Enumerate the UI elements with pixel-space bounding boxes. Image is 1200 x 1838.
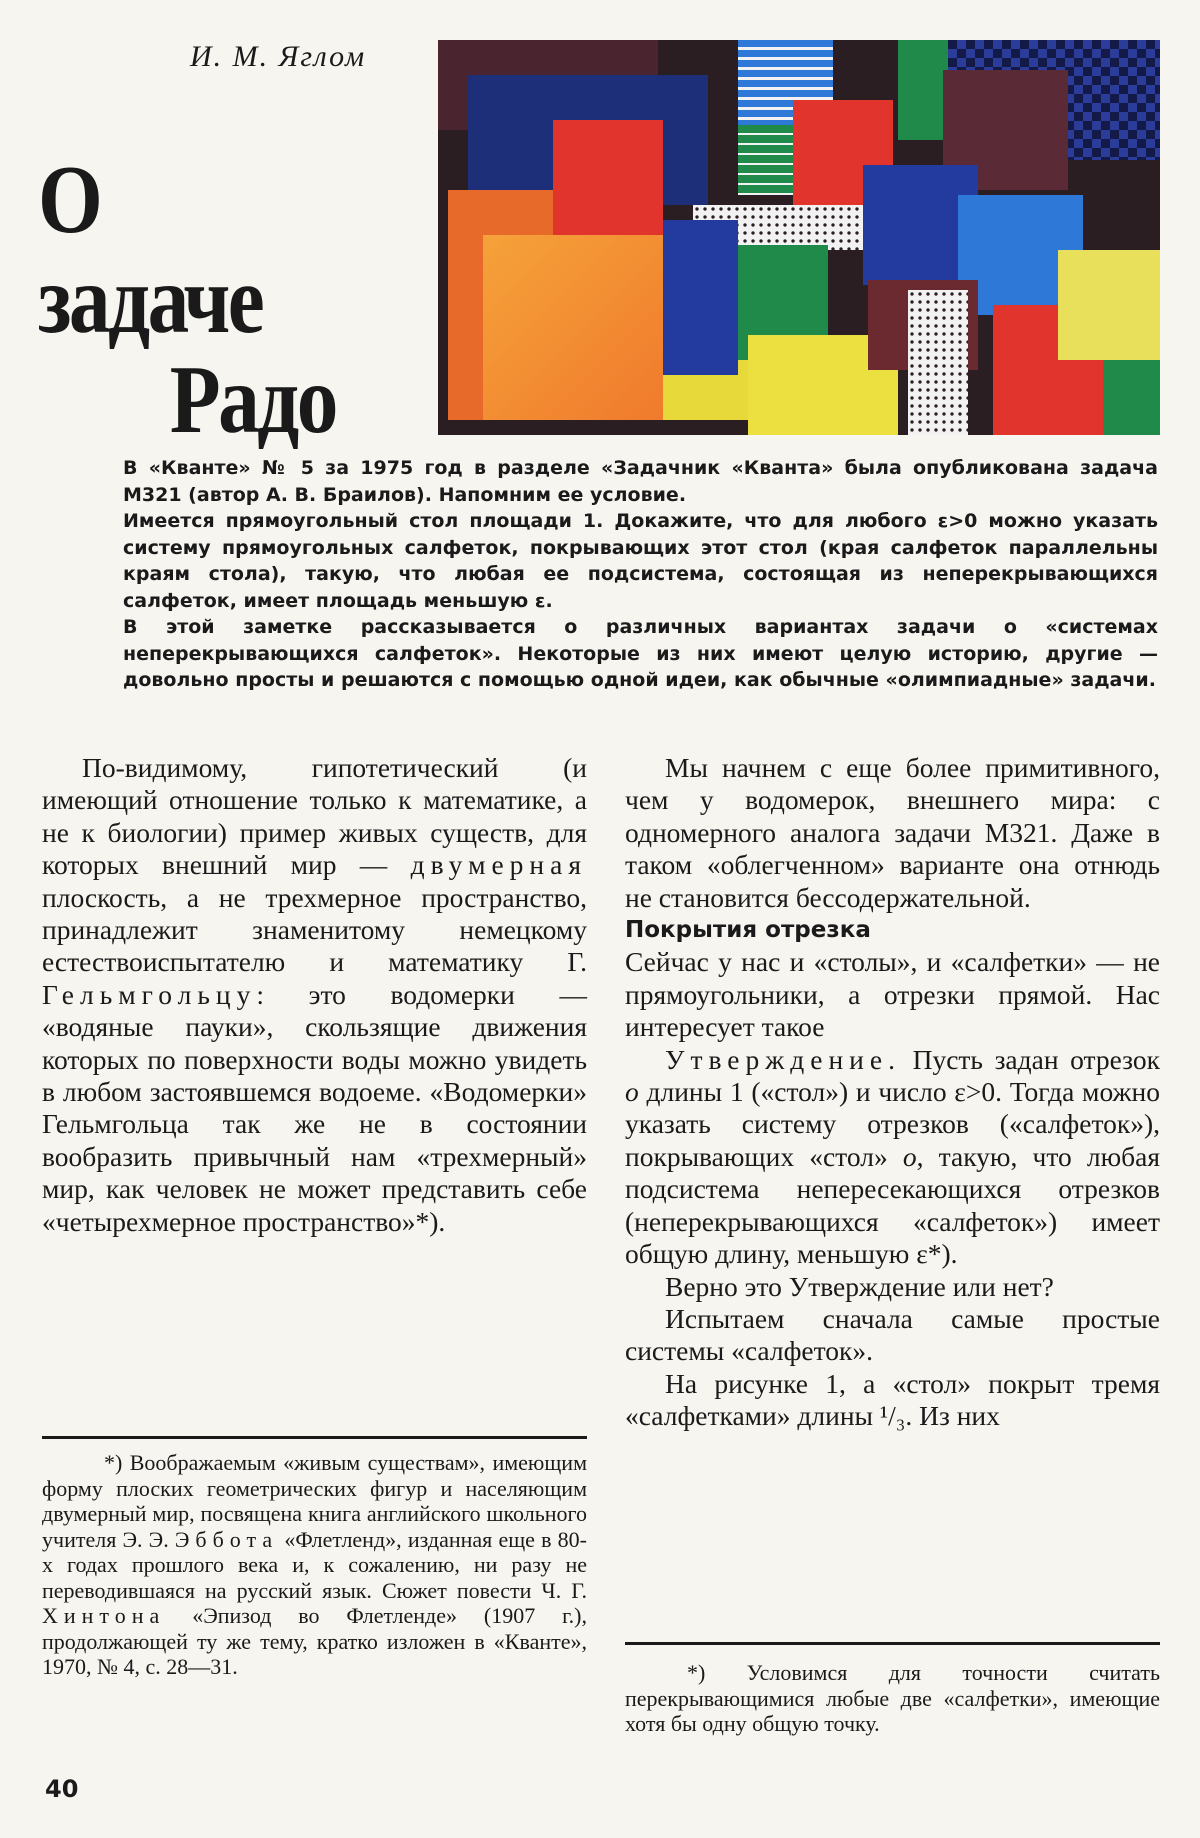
text-run: : это водомерки — «водяные пауки», скользящие движения которых по поверхности воды можно увидеть в любом застоявшемся водоеме. «Водомерки» Гельмгольца так же не в состоянии вообразить привычный нам «трехмерный» мир, как человек не может представить себе «четырехмерное пространство»*).: [42, 978, 587, 1237]
title-line-2: Радо: [169, 346, 336, 454]
right-paragraph-2: Сейчас у нас и «столы», и «салфетки» — не прямоугольники, а отрезки прямой. Нас интересует такое: [625, 946, 1160, 1043]
lead-paragraph-1: В «Кванте» № 5 за 1975 год в разделе «Задачник «Кванта» была опубликована задача М321 (автор А. В. Браилов). Напомним ее условие.: [123, 457, 1158, 506]
right-column: [625, 752, 1160, 1433]
right-paragraph-4: Испытаем сначала самые простые системы «салфеток».: [625, 1302, 1160, 1367]
right-footnote-text: *) Условимся для точности считать перекрывающимися любые две «салфетки», имеющие хотя бы одну общую точку.: [625, 1660, 1160, 1736]
left-footnote-rule: [42, 1436, 587, 1439]
text-run: длины 1 («стол») и число ε>0. Тогда можно указать систему отрезков («салфеток»), покрывающих «стол»: [625, 1076, 1160, 1172]
right-paragraph-3: Верно это Утверждение или нет?: [665, 1270, 1054, 1302]
emph-helmholtz: Гельмгольцу: [42, 978, 257, 1010]
emph-abbott: Эббота: [174, 1526, 279, 1552]
right-paragraph-1: Мы начнем с еще более примитивного, чем у водомерок, внешнего мира: с одномерного аналога задачи М321. Даже в таком «облегченном» варианте она отнюдь не становится бессодержательной.: [625, 752, 1160, 913]
left-footnote-text: [42, 1450, 587, 1680]
abstract-squares-illustration: [438, 40, 1160, 435]
article-title: [38, 146, 336, 454]
right-paragraph-5: На рисунке 1, а «стол» покрыт тремя «салфетками» длины ¹/₃. Из них: [625, 1367, 1160, 1432]
lead-paragraph-3: В этой заметке рассказывается о различных вариантах задачи о «системах неперекрывающихся салфеток». Некоторые из них имеют целую историю, другие — довольно просты и решаются с помощью одной идеи, как обычные «олимпиадные» задачи.: [123, 616, 1158, 691]
art-green-bottomright: [1103, 360, 1160, 435]
left-paragraph-1: [42, 752, 587, 1238]
art-red-upper: [553, 120, 663, 235]
text-run: «Эпизод во Флетленде» (1907 г.), продолжающей ту же тему, кратко изложен в «Кванте», 1970, № 4, с. 28—31.: [42, 1603, 587, 1679]
section-title: Покрытия отрезка: [625, 917, 871, 944]
art-dots-bottom: [908, 290, 968, 435]
lead-abstract: [123, 455, 1158, 694]
right-footnote-rule: [625, 1642, 1160, 1645]
author-name: И. М. Яглом: [190, 40, 367, 73]
text-run: По-видимому, гипотетический (и имеющий отношение только к математике, а не к биологии) пример живых существ, для которых внешний мир —: [42, 752, 587, 881]
art-navy-center: [663, 220, 738, 375]
left-column: [42, 752, 587, 1238]
right-footnote: [625, 1660, 1160, 1737]
claim-paragraph: [625, 1044, 1160, 1271]
left-footnote: [42, 1450, 587, 1680]
lead-paragraph-2: Имеется прямоугольный стол площади 1. Докажите, что для любого ε>0 можно указать систему прямоугольных салфеток, покрывающих этот стол (края салфеток параллельны краям стола), такую, что любая ее подсистема, состоящая из неперекрывающихся салфеток, имеет площадь меньшую ε.: [123, 510, 1158, 612]
emph-hinton: Хинтона: [42, 1603, 166, 1628]
title-line-1: О задаче: [38, 146, 263, 354]
text-run: *) Воображаемым «живым существам», имеющим форму плоских геометрических фигур и населяющим двумерный мир, посвящена книга английского школьного учителя Э. Э.: [42, 1450, 587, 1552]
claim-label: Утверждение.: [665, 1043, 901, 1075]
art-yellow-right: [1058, 250, 1160, 360]
text-run: «Флетленд», изданная еще в 80-х годах прошлого века и, к сожалению, ни разу не переводившаяся на русский язык. Сюжет повести Ч. Г.: [42, 1526, 587, 1603]
text-run: Пусть задан отрезок: [900, 1043, 1160, 1075]
text-run: плоскость, а не трехмерное пространство, принадлежит знаменитому немецкому естествоиспытателю и математику Г.: [42, 881, 587, 978]
var-o: o: [625, 1076, 639, 1108]
art-orange-center: [483, 235, 663, 420]
var-o: o: [902, 1140, 917, 1172]
text-run: , такую, что любая подсистема непересекающихся отрезков (неперекрывающихся «салфеток») имеет общую длину, меньшую ε*).: [625, 1140, 1160, 1270]
emph-dvumernaya: двумерная: [410, 849, 587, 881]
page-number: 40: [45, 1775, 79, 1803]
